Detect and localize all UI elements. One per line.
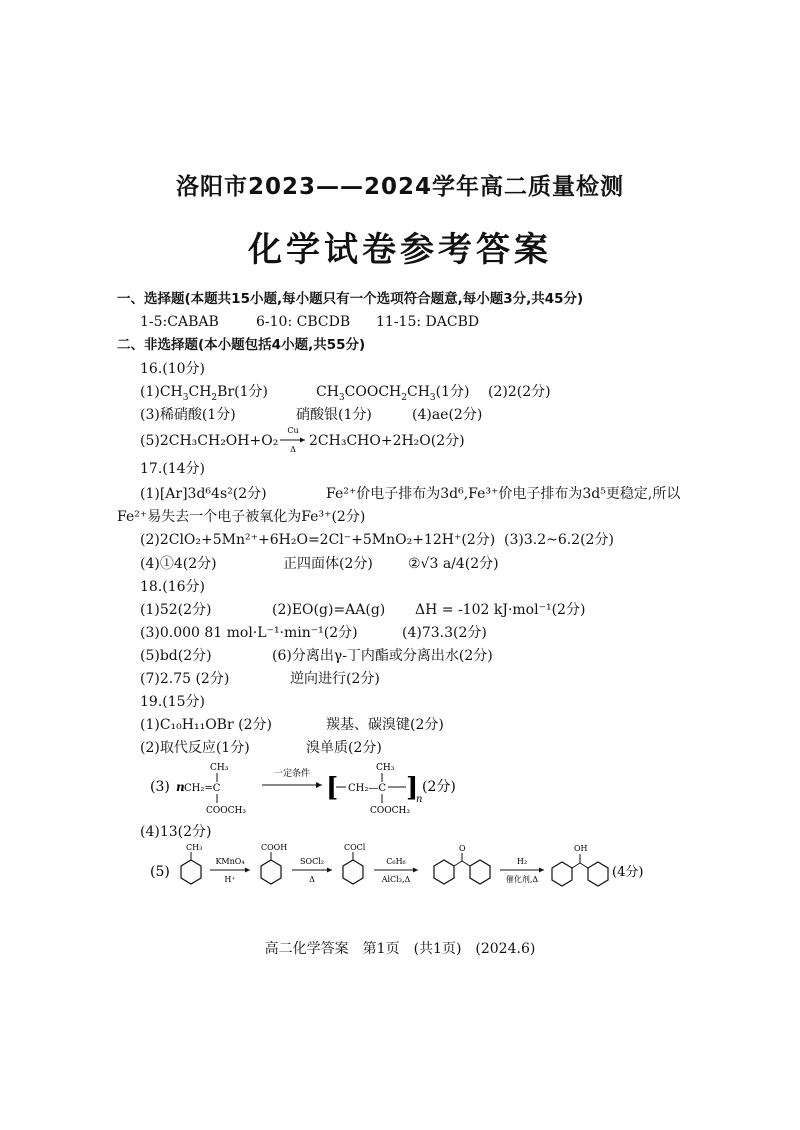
toluene-structure — [181, 843, 202, 884]
q19-1-groups: 羰基、碳溴键(2分) — [326, 717, 444, 733]
q18-2-equation: (2)EO(g)=AA(g) — [272, 602, 386, 618]
q16-3-answer-b: 硝酸银(1分) — [296, 407, 372, 423]
svg-text:(2分): (2分) — [422, 779, 456, 795]
svg-text:Δ: Δ — [309, 875, 315, 884]
q18-title: 18.(16分) — [140, 579, 206, 595]
exam-title: 洛阳市2023——2024学年高二质量检测 — [175, 174, 625, 200]
q17-1-explanation: Fe²⁺价电子排布为3d⁶,Fe³⁺价电子排布为3d⁵更稳定,所以 — [326, 486, 681, 502]
svg-text:CH₂=C: CH₂=C — [184, 783, 221, 794]
q18-7-answer-a: (7)2.75 (2分) — [140, 671, 230, 687]
svg-text:Δ: Δ — [290, 445, 296, 454]
svg-text:O: O — [459, 844, 466, 853]
q18-3-answer: (3)0.000 81 mol·L⁻¹·min⁻¹(2分) — [140, 625, 358, 641]
q19-title: 19.(15分) — [140, 694, 206, 710]
q16-title: 16.(10分) — [140, 361, 206, 377]
svg-text:(5): (5) — [150, 864, 170, 880]
svg-text:COOH: COOH — [261, 843, 288, 852]
benzhydrol-structure — [552, 844, 608, 886]
svg-text:催化剂,Δ: 催化剂,Δ — [505, 875, 539, 884]
q18-5-answer: (5)bd(2分) — [140, 648, 212, 664]
q16-1-answer-b: $CH_3COOCH_2CH_3(1$分) — [316, 384, 470, 403]
mc-answers-1-5: 1-5:CABAB — [140, 314, 219, 330]
q17-1-explanation-cont: Fe²⁺易失去一个电子被氧化为Fe³⁺(2分) — [117, 509, 366, 525]
svg-text:AlCl₃,Δ: AlCl₃,Δ — [381, 875, 411, 884]
q19-3-polymerization — [150, 756, 470, 818]
svg-text:(4分): (4分) — [612, 865, 644, 880]
q17-1-config: (1)[Ar]3d⁶4s²(2分) — [140, 486, 267, 502]
svg-text:一定条件: 一定条件 — [273, 769, 311, 779]
q18-7-answer-b: 逆向进行(2分) — [290, 671, 380, 687]
svg-text:CH₃: CH₃ — [376, 763, 395, 773]
q19-4-answer: (4)13(2分) — [140, 824, 212, 840]
svg-text:CH₂—C: CH₂—C — [348, 783, 387, 794]
svg-text:H⁺: H⁺ — [224, 875, 236, 884]
q18-1-answer: (1)52(2分) — [140, 602, 212, 618]
q16-2-answer: (2)2(2分) — [488, 384, 551, 400]
svg-text:H₂: H₂ — [516, 857, 528, 866]
q16-4-answer: (4)ae(2分) — [412, 407, 483, 423]
q16-5-arrow — [278, 424, 308, 458]
q19-5-synthesis-route — [150, 840, 670, 900]
q17-3-answer: (3)3.2~6.2(2分) — [504, 532, 614, 548]
benzoic-acid-structure — [261, 843, 287, 884]
q17-4-answer-a: (4)①4(2分) — [140, 556, 217, 572]
svg-text:(3): (3) — [150, 779, 170, 795]
q19-1-formula: (1)C₁₀H₁₁OBr (2分) — [140, 717, 272, 733]
benzophenone-structure — [434, 844, 490, 884]
svg-text:SOCl₂: SOCl₂ — [300, 857, 324, 866]
svg-text:COCl: COCl — [344, 843, 366, 852]
benzoyl-chloride-structure — [343, 843, 366, 884]
svg-text:]: ] — [406, 773, 419, 803]
svg-text:CH₃: CH₃ — [186, 843, 203, 852]
q16-1-answer-a: $(1)CH_3CH_2Br(1$分) — [140, 384, 268, 403]
section2-heading: 二、非选择题(本小题包括4小题,共55分) — [117, 337, 366, 353]
svg-text:n: n — [176, 780, 185, 794]
page-footer: 高二化学答案 第1页 (共1页) (2024.6) — [264, 941, 536, 957]
q16-3-answer-a: (3)稀硝酸(1分) — [140, 407, 236, 423]
mc-answers-6-10: 6-10: CBCDB — [256, 314, 351, 330]
q16-5-reactants: (5)2CH₃CH₂OH+O₂ — [140, 433, 279, 449]
q17-title: 17.(14分) — [140, 461, 206, 477]
mc-answers-11-15: 11-15: DACBD — [376, 314, 480, 330]
svg-text:Cu: Cu — [287, 426, 299, 435]
q18-2-enthalpy: ΔH = -102 kJ·mol⁻¹(2分) — [415, 602, 586, 618]
q18-6-answer: (6)分离出γ-丁内酯或分离出水(2分) — [272, 648, 493, 664]
q19-2-answer-a: (2)取代反应(1分) — [140, 740, 250, 756]
svg-text:n: n — [416, 794, 423, 805]
svg-text:KMnO₄: KMnO₄ — [215, 857, 245, 866]
q17-4-answer-b: 正四面体(2分) — [283, 556, 373, 572]
svg-text:COOCH₃: COOCH₃ — [370, 806, 410, 816]
svg-text:OH: OH — [574, 844, 588, 853]
section1-heading: 一、选择题(本题共15小题,每小题只有一个选项符合题意,每小题3分,共45分) — [117, 291, 584, 307]
answer-key-title: 化学试卷参考答案 — [248, 230, 552, 270]
q16-5-products: 2CH₃CHO+2H₂O(2分) — [309, 433, 465, 449]
q19-2-answer-b: 溴单质(2分) — [306, 740, 382, 756]
q17-2-equation: (2)2ClO₂+5Mn²⁺+6H₂O=2Cl⁻+5MnO₂+12H⁺(2分) — [140, 532, 496, 548]
svg-text:COOCH₃: COOCH₃ — [206, 806, 246, 816]
q17-4-answer-c: ②√3 a/4(2分) — [408, 556, 499, 572]
svg-text:CH₃: CH₃ — [210, 763, 229, 773]
svg-text:[: [ — [326, 773, 339, 803]
q18-4-answer: (4)73.3(2分) — [402, 625, 487, 641]
svg-text:C₆H₆: C₆H₆ — [386, 857, 406, 866]
